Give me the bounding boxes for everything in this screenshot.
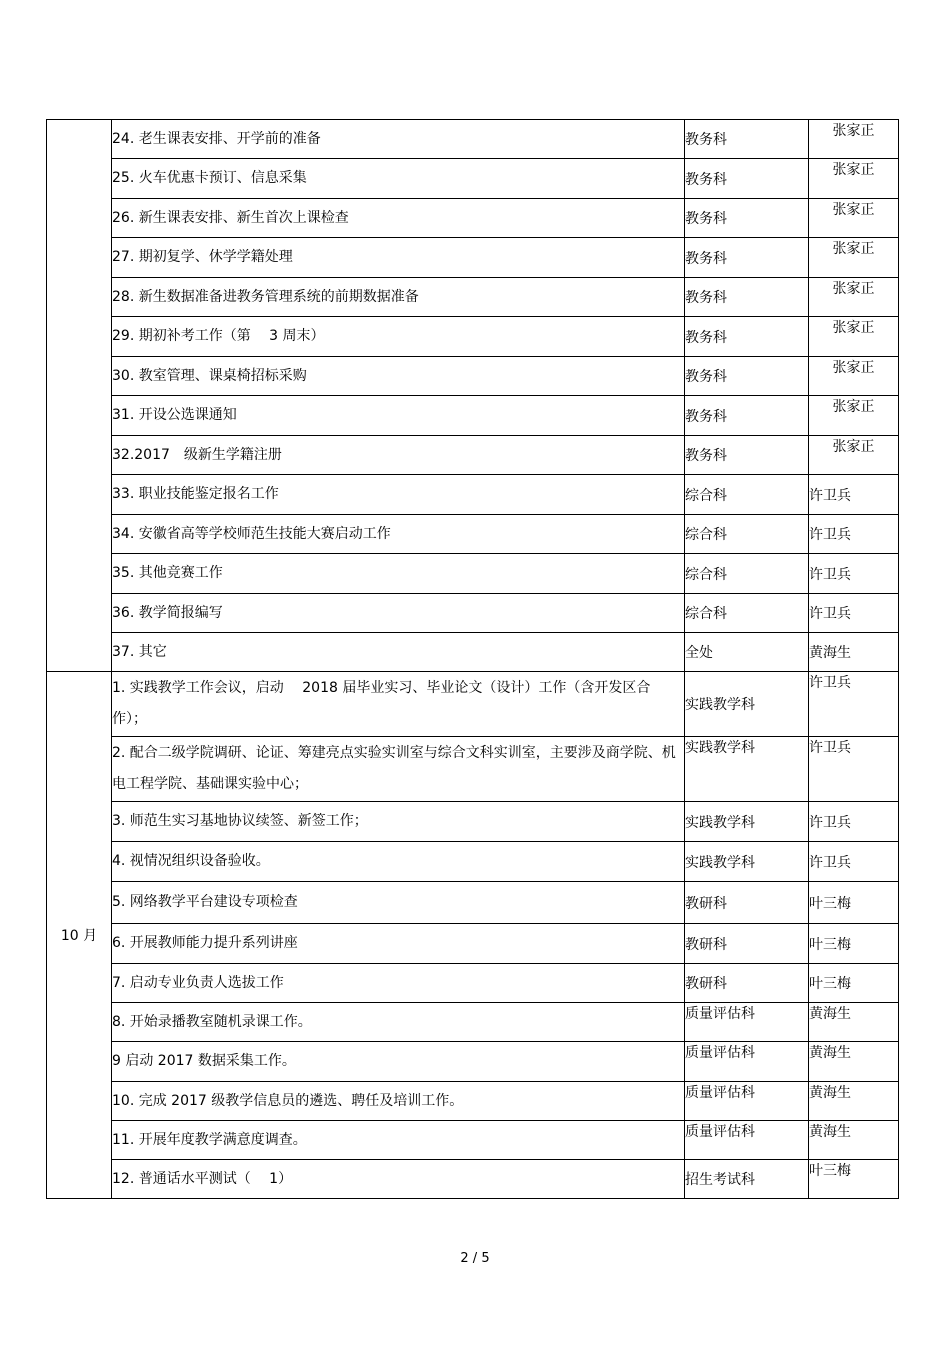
task-cell: 5. 网络教学平台建设专项检查 bbox=[112, 882, 685, 924]
department-cell: 质量评估科 bbox=[685, 1042, 809, 1082]
task-cell: 3. 师范生实习基地协议续签、新签工作； bbox=[112, 802, 685, 842]
table-row bbox=[47, 515, 899, 554]
table-row bbox=[47, 199, 899, 238]
table-row bbox=[47, 842, 899, 882]
department-cell: 实践教学科 bbox=[685, 802, 809, 842]
task-cell: 12. 普通话水平测试（ 1） bbox=[112, 1160, 685, 1199]
table-row bbox=[47, 964, 899, 1003]
task-cell: 26. 新生课表安排、新生首次上课检查 bbox=[112, 199, 685, 238]
table-row bbox=[47, 594, 899, 633]
person-cell: 黄海生 bbox=[809, 1042, 899, 1082]
task-cell: 9 启动 2017 数据采集工作。 bbox=[112, 1042, 685, 1082]
task-cell: 37. 其它 bbox=[112, 633, 685, 672]
person-cell: 叶三梅 bbox=[809, 964, 899, 1003]
task-cell: 34. 安徽省高等学校师范生技能大赛启动工作 bbox=[112, 515, 685, 554]
department-cell: 教务科 bbox=[685, 396, 809, 436]
table-row bbox=[47, 554, 899, 594]
department-cell: 实践教学科 bbox=[685, 672, 809, 737]
table-row bbox=[47, 672, 899, 737]
person-cell: 许卫兵 bbox=[809, 594, 899, 633]
person-cell: 叶三梅 bbox=[809, 1160, 899, 1199]
person-cell: 张家正 bbox=[809, 159, 899, 199]
person-cell: 黄海生 bbox=[809, 1121, 899, 1160]
task-cell: 6. 开展教师能力提升系列讲座 bbox=[112, 924, 685, 964]
department-cell: 综合科 bbox=[685, 475, 809, 515]
department-cell: 教务科 bbox=[685, 317, 809, 357]
person-cell: 黄海生 bbox=[809, 633, 899, 672]
person-cell: 黄海生 bbox=[809, 1003, 899, 1042]
department-cell: 教务科 bbox=[685, 199, 809, 238]
work-plan-table bbox=[46, 119, 899, 1199]
task-cell: 32.2017 级新生学籍注册 bbox=[112, 436, 685, 475]
person-cell: 叶三梅 bbox=[809, 882, 899, 924]
task-cell: 8. 开始录播教室随机录课工作。 bbox=[112, 1003, 685, 1042]
person-cell: 许卫兵 bbox=[809, 554, 899, 594]
task-cell: 31. 开设公选课通知 bbox=[112, 396, 685, 436]
table-row bbox=[47, 924, 899, 964]
department-cell: 综合科 bbox=[685, 554, 809, 594]
table-row bbox=[47, 882, 899, 924]
table-row bbox=[47, 238, 899, 278]
table-row bbox=[47, 396, 899, 436]
department-cell: 招生考试科 bbox=[685, 1160, 809, 1199]
table-row bbox=[47, 1042, 899, 1082]
department-cell: 实践教学科 bbox=[685, 737, 809, 802]
person-cell: 黄海生 bbox=[809, 1082, 899, 1121]
task-cell: 11. 开展年度教学满意度调查。 bbox=[112, 1121, 685, 1160]
person-cell: 张家正 bbox=[809, 317, 899, 357]
department-cell: 教务科 bbox=[685, 238, 809, 278]
person-cell: 许卫兵 bbox=[809, 515, 899, 554]
table-row bbox=[47, 120, 899, 159]
person-cell: 许卫兵 bbox=[809, 672, 899, 737]
task-cell: 28. 新生数据准备进教务管理系统的前期数据准备 bbox=[112, 278, 685, 317]
task-cell: 4. 视情况组织设备验收。 bbox=[112, 842, 685, 882]
table-row bbox=[47, 1003, 899, 1042]
department-cell: 教研科 bbox=[685, 964, 809, 1003]
department-cell: 教务科 bbox=[685, 436, 809, 475]
person-cell: 叶三梅 bbox=[809, 924, 899, 964]
task-cell: 30. 教室管理、课桌椅招标采购 bbox=[112, 357, 685, 396]
task-cell: 36. 教学简报编写 bbox=[112, 594, 685, 633]
department-cell: 全处 bbox=[685, 633, 809, 672]
department-cell: 质量评估科 bbox=[685, 1121, 809, 1160]
department-cell: 实践教学科 bbox=[685, 842, 809, 882]
person-cell: 张家正 bbox=[809, 357, 899, 396]
department-cell: 综合科 bbox=[685, 515, 809, 554]
department-cell: 教研科 bbox=[685, 882, 809, 924]
task-cell: 35. 其他竞赛工作 bbox=[112, 554, 685, 594]
month-cell: 10 月 bbox=[47, 672, 112, 1199]
task-cell: 25. 火车优惠卡预订、信息采集 bbox=[112, 159, 685, 199]
person-cell: 张家正 bbox=[809, 436, 899, 475]
table-row bbox=[47, 357, 899, 396]
person-cell: 许卫兵 bbox=[809, 737, 899, 802]
month-cell bbox=[47, 120, 112, 672]
task-cell: 33. 职业技能鉴定报名工作 bbox=[112, 475, 685, 515]
table-row bbox=[47, 1121, 899, 1160]
table-body bbox=[47, 120, 899, 1199]
task-cell: 24. 老生课表安排、开学前的准备 bbox=[112, 120, 685, 159]
table-row bbox=[47, 1160, 899, 1199]
table-row bbox=[47, 436, 899, 475]
person-cell: 张家正 bbox=[809, 396, 899, 436]
table-row bbox=[47, 1082, 899, 1121]
table-row bbox=[47, 278, 899, 317]
task-cell: 29. 期初补考工作（第 3 周末） bbox=[112, 317, 685, 357]
task-cell: 27. 期初复学、休学学籍处理 bbox=[112, 238, 685, 278]
department-cell: 教务科 bbox=[685, 159, 809, 199]
department-cell: 教研科 bbox=[685, 924, 809, 964]
department-cell: 教务科 bbox=[685, 357, 809, 396]
department-cell: 教务科 bbox=[685, 120, 809, 159]
table-row bbox=[47, 159, 899, 199]
department-cell: 综合科 bbox=[685, 594, 809, 633]
department-cell: 教务科 bbox=[685, 278, 809, 317]
department-cell: 质量评估科 bbox=[685, 1082, 809, 1121]
table-row bbox=[47, 317, 899, 357]
task-cell: 10. 完成 2017 级教学信息员的遴选、聘任及培训工作。 bbox=[112, 1082, 685, 1121]
table-row bbox=[47, 633, 899, 672]
task-cell: 7. 启动专业负责人选拔工作 bbox=[112, 964, 685, 1003]
table-row bbox=[47, 737, 899, 802]
task-cell: 1. 实践教学工作会议，启动 2018 届毕业实习、毕业论文（设计）工作（含开发区合作）； bbox=[112, 672, 685, 737]
person-cell: 许卫兵 bbox=[809, 842, 899, 882]
person-cell: 张家正 bbox=[809, 278, 899, 317]
task-cell: 2. 配合二级学院调研、论证、筹建亮点实验实训室与综合文科实训室，主要涉及商学院、机电工程学院、基础课实验中心； bbox=[112, 737, 685, 802]
person-cell: 张家正 bbox=[809, 199, 899, 238]
table-row bbox=[47, 475, 899, 515]
person-cell: 张家正 bbox=[809, 238, 899, 278]
person-cell: 许卫兵 bbox=[809, 475, 899, 515]
person-cell: 许卫兵 bbox=[809, 802, 899, 842]
page-number: 2 / 5 bbox=[460, 1251, 490, 1266]
table-row bbox=[47, 802, 899, 842]
department-cell: 质量评估科 bbox=[685, 1003, 809, 1042]
person-cell: 张家正 bbox=[809, 120, 899, 159]
